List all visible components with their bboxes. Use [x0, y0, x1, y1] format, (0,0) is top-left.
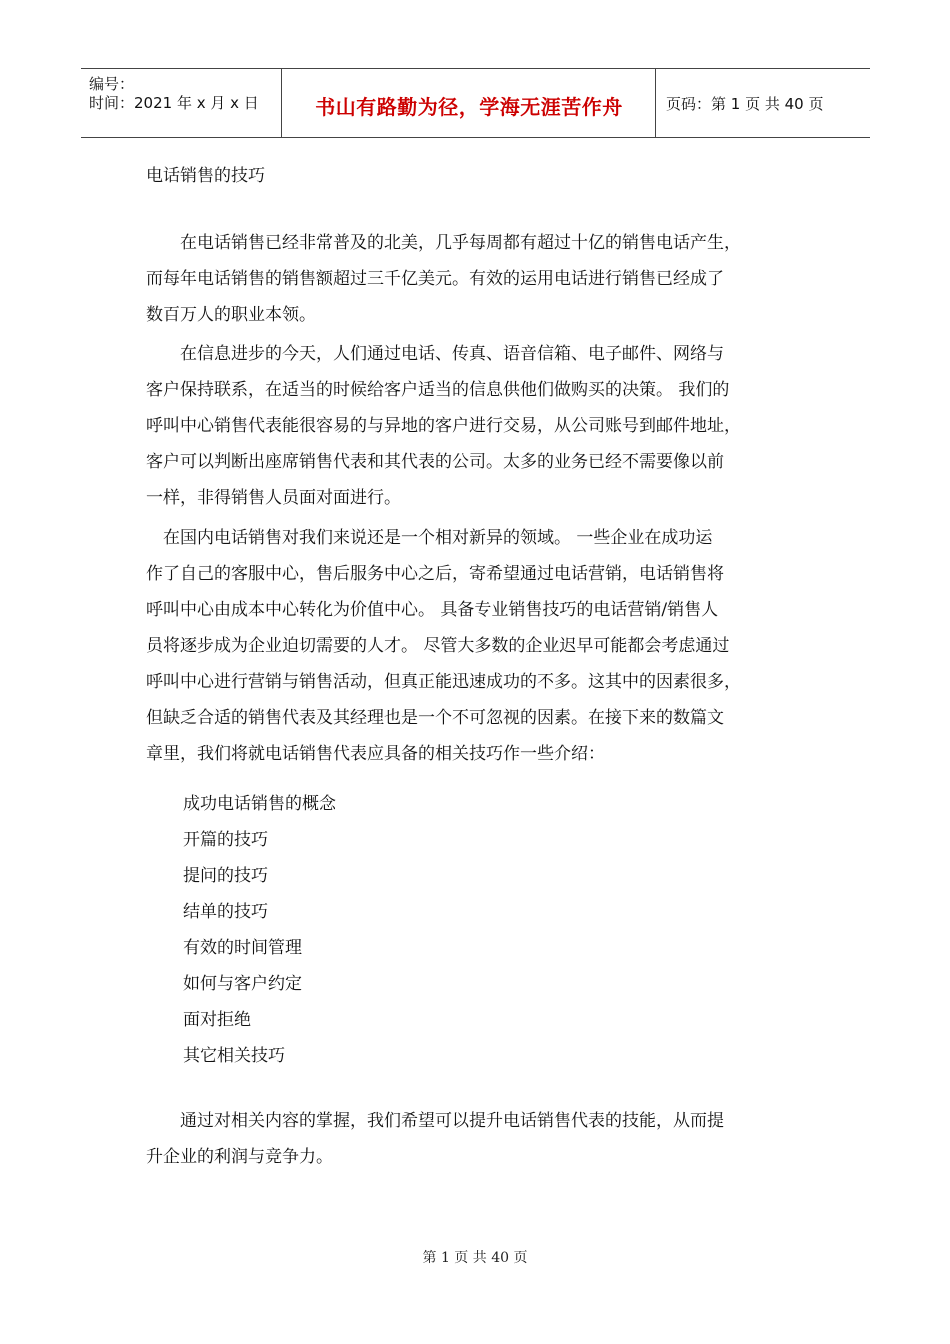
list-item: 结单的技巧 — [183, 902, 268, 922]
list-item: 有效的时间管理 — [183, 938, 302, 958]
list-item: 如何与客户约定 — [183, 974, 302, 994]
text-line: 呼叫中心进行营销与销售活动，但真正能迅速成功的不多。这其中的因素很多， — [146, 672, 741, 692]
document-number-label: 编号： — [89, 75, 135, 93]
header-page-info: 页码：第 1 页 共 40 页 — [666, 95, 824, 113]
page-footer: 第 1 页 共 40 页 — [422, 1250, 528, 1266]
topic-list — [183, 786, 336, 1074]
list-item: 开篇的技巧 — [183, 830, 268, 850]
text-line: 数百万人的职业本领。 — [146, 305, 316, 325]
text-line: 客户可以判断出座席销售代表和其代表的公司。太多的业务已经不需要像以前 — [146, 452, 724, 472]
list-item: 其它相关技巧 — [183, 1046, 285, 1066]
paragraph-4 — [146, 1103, 816, 1175]
header-divider — [281, 69, 282, 137]
header-motto: 书山有路勤为径，学海无涯苦作舟 — [315, 95, 623, 119]
header-divider — [655, 69, 656, 137]
list-item: 提问的技巧 — [183, 866, 268, 886]
list-item: 面对拒绝 — [183, 1010, 251, 1030]
text-line: 呼叫中心销售代表能很容易的与异地的客户进行交易，从公司账号到邮件地址， — [146, 416, 741, 436]
document-date: 时间：2021 年 x 月 x 日 — [89, 94, 259, 112]
list-item: 成功电话销售的概念 — [183, 794, 336, 814]
text-line: 而每年电话销售的销售额超过三千亿美元。有效的运用电话进行销售已经成了 — [146, 269, 724, 289]
text-line: 作了自己的客服中心，售后服务中心之后，寄希望通过电话营销，电话销售将 — [146, 564, 724, 584]
paragraph-1 — [146, 225, 816, 333]
paragraph-2 — [146, 336, 816, 516]
text-line: 但缺乏合适的销售代表及其经理也是一个不可忽视的因素。在接下来的数篇文 — [146, 708, 724, 728]
document-title: 电话销售的技巧 — [146, 166, 265, 186]
paragraph-3 — [146, 520, 816, 772]
text-line: 在信息进步的今天，人们通过电话、传真、语音信箱、电子邮件、网络与 — [146, 344, 724, 364]
text-line: 员将逐步成为企业迫切需要的人才。 尽管大多数的企业迟早可能都会考虑通过 — [146, 636, 730, 656]
text-line: 在国内电话销售对我们来说还是一个相对新异的领域。 一些企业在成功运 — [146, 528, 713, 548]
text-line: 升企业的利润与竞争力。 — [146, 1147, 333, 1167]
document-header — [81, 68, 870, 138]
text-line: 客户保持联系，在适当的时候给客户适当的信息供他们做购买的决策。 我们的 — [146, 380, 730, 400]
text-line: 呼叫中心由成本中心转化为价值中心。 具备专业销售技巧的电话营销/销售人 — [146, 600, 719, 620]
text-line: 一样，非得销售人员面对面进行。 — [146, 488, 401, 508]
text-line: 通过对相关内容的掌握，我们希望可以提升电话销售代表的技能，从而提 — [146, 1111, 724, 1131]
text-line: 章里，我们将就电话销售代表应具备的相关技巧作一些介绍： — [146, 744, 605, 764]
text-line: 在电话销售已经非常普及的北美，几乎每周都有超过十亿的销售电话产生， — [146, 233, 741, 253]
